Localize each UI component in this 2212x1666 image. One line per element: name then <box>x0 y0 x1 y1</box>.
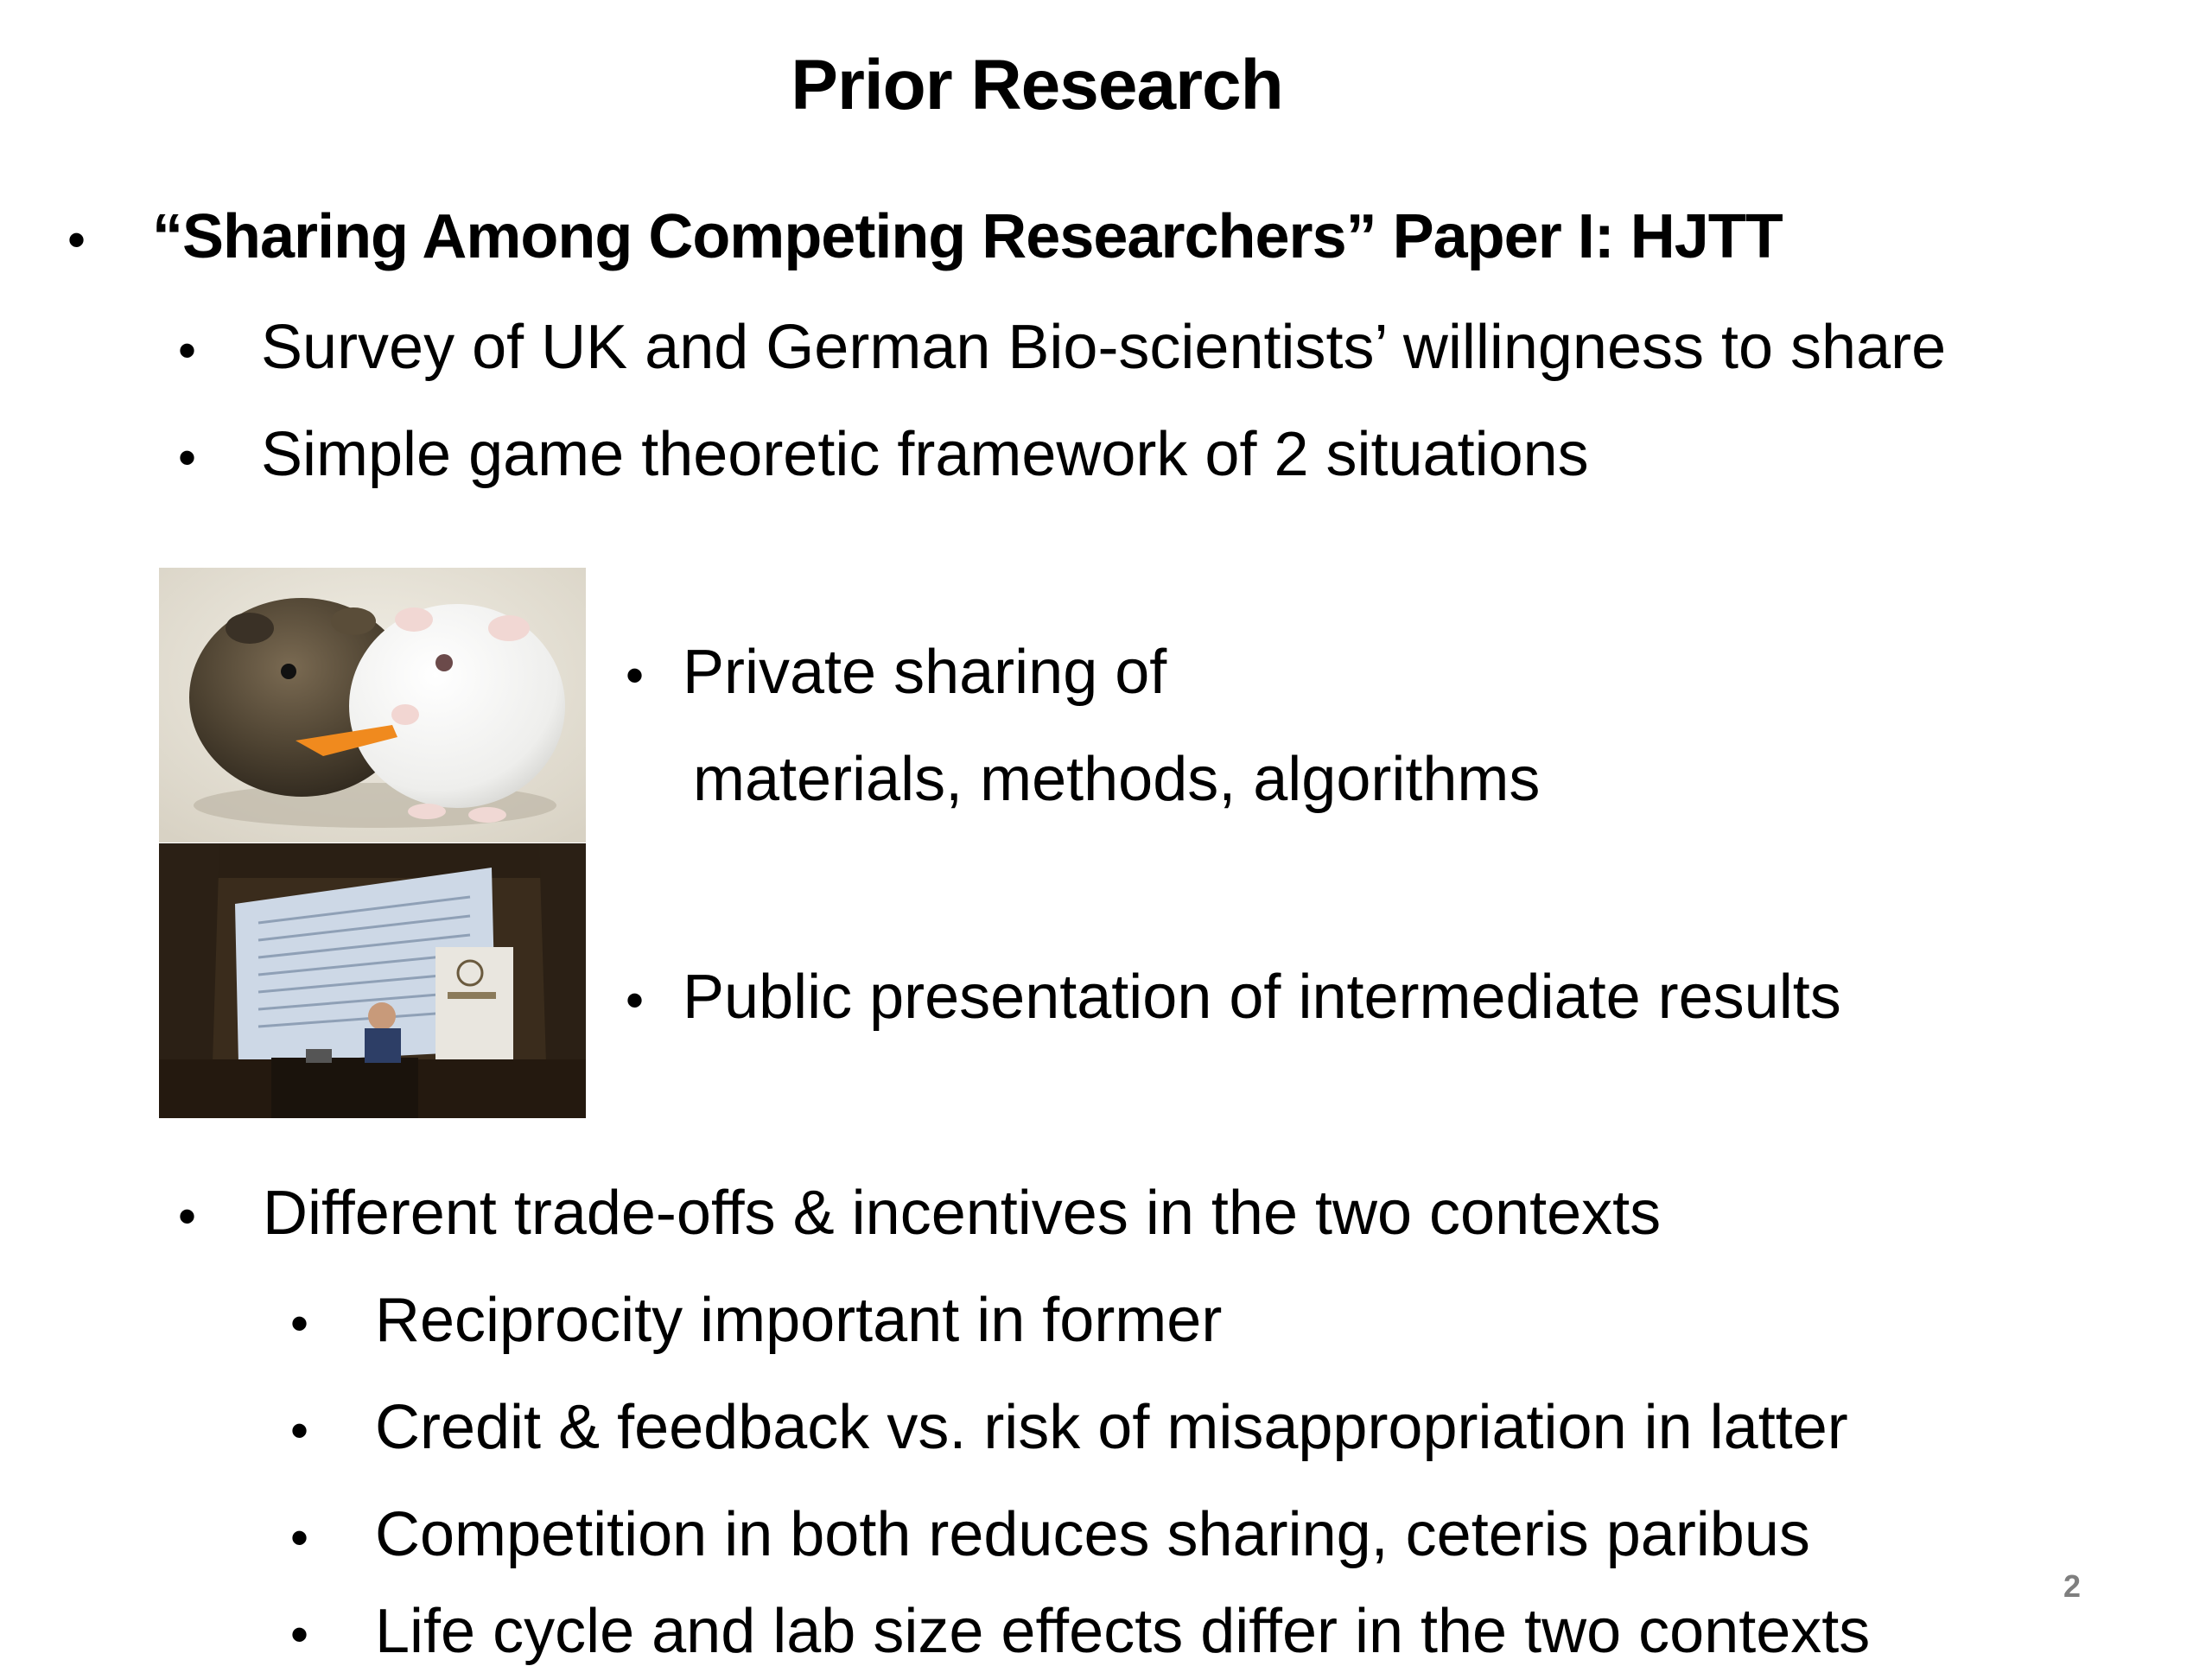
bullet-dot: • <box>178 429 197 486</box>
bullet-dot: • <box>626 971 645 1029</box>
private-sharing-text: Private sharing of <box>683 638 1167 707</box>
sub-item: Competition in both reduces sharing, ceteris paribus <box>375 1500 1810 1569</box>
bullet-dot: • <box>290 1509 309 1567</box>
main-bullet: “Sharing Among Competing Researchers” Paper I: HJTT <box>152 202 1783 271</box>
page-number: 2 <box>2063 1568 2082 1604</box>
sub-item: Life cycle and lab size effects differ in the two contexts <box>375 1597 1871 1666</box>
bullet-dot: • <box>178 321 197 379</box>
bullet-dot: • <box>290 1294 309 1352</box>
sub-bullet-framework: Simple game theoretic framework of 2 situations <box>261 420 1589 489</box>
bullet-dot: • <box>290 1606 309 1663</box>
bullet-dot: • <box>290 1402 309 1459</box>
sub-item: Credit & feedback vs. risk of misappropriation in latter <box>375 1393 1848 1462</box>
slide-title: Prior Research <box>791 46 1283 124</box>
guinea-pigs-photo <box>159 568 586 843</box>
sub-item: Reciprocity important in former <box>375 1286 1223 1355</box>
conference-photo <box>159 843 586 1118</box>
bullet-dot: • <box>67 211 86 269</box>
sub-bullet-survey: Survey of UK and German Bio-scientists’ willingness to share <box>261 313 1947 382</box>
public-presentation-text: Public presentation of intermediate results <box>683 963 1841 1032</box>
trade-offs-bullet: Different trade-offs & incentives in the two contexts <box>263 1179 1662 1248</box>
private-sharing-detail: materials, methods, algorithms <box>693 745 1541 814</box>
bullet-dot: • <box>626 646 645 704</box>
bullet-dot: • <box>178 1187 197 1245</box>
